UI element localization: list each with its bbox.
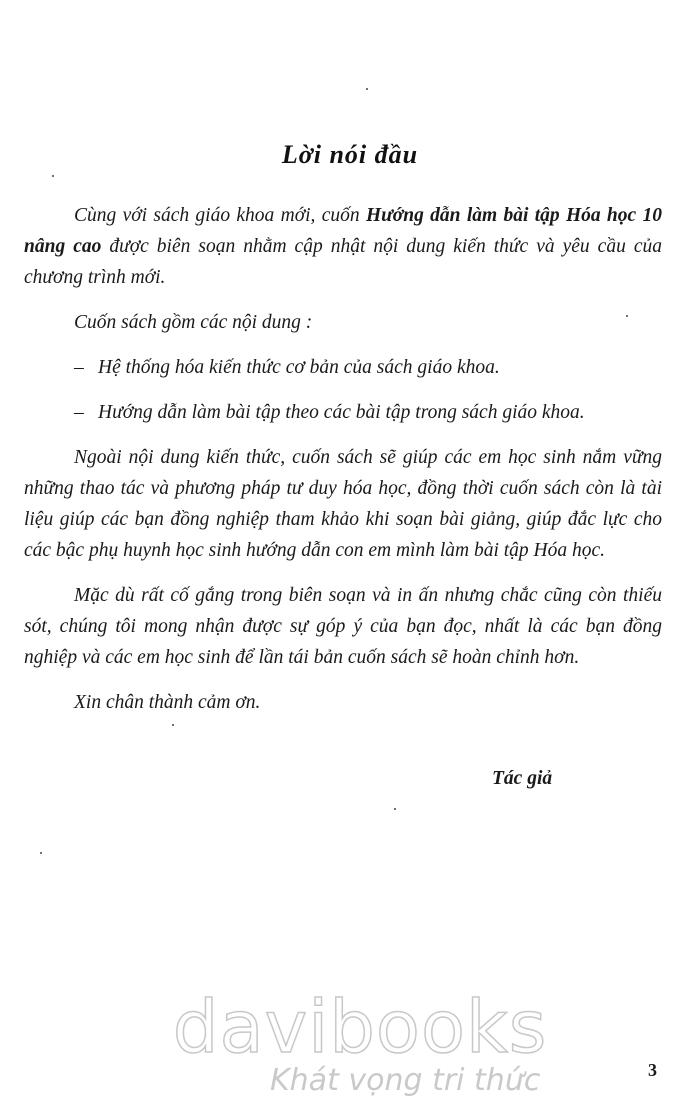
watermark-brand: davibooks — [172, 985, 548, 1069]
author-signature: Tác giả — [492, 768, 553, 789]
paragraph-intro — [24, 200, 662, 293]
print-speck — [366, 88, 368, 90]
paragraph-purpose: Ngoài nội dung kiến thức, cuốn sách sẽ giúp các em học sinh nắm vững những thao tác và phương pháp tư duy hóa học, đồng thời cuốn sách còn là tài liệu giúp các bạn đồng nghiệp tham khảo khi soạn bài giảng, giúp đắc lực cho các bậc phụ huynh học sinh hướng dẫn con em mình làm bài tập Hóa học. — [24, 447, 662, 561]
list-item-text: Hướng dẫn làm bài tập theo các bài tập trong sách giáo khoa. — [98, 402, 585, 423]
page-number: 3 — [648, 1060, 657, 1080]
preface-body — [24, 200, 662, 732]
print-speck — [172, 724, 174, 726]
paragraph-thanks: Xin chân thành cảm ơn. — [74, 692, 261, 713]
book-title-reference: Hướng dẫn làm bài tập Hóa học 10 nâng cao — [24, 205, 662, 257]
print-speck — [626, 315, 628, 317]
list-item-text: Hệ thống hóa kiến thức cơ bản của sách giáo khoa. — [98, 357, 500, 378]
print-speck — [394, 808, 396, 810]
print-speck — [40, 852, 42, 854]
watermark — [150, 985, 570, 1098]
paragraph-intro-lead: Cùng với sách giáo khoa mới, cuốn — [74, 205, 366, 226]
list-dash: – — [74, 402, 84, 423]
page-title: Lời nói đầu — [281, 140, 419, 169]
list-item — [24, 397, 662, 428]
list-item — [24, 352, 662, 383]
paragraph-feedback: Mặc dù rất cố gắng trong biên soạn và in ấn nhưng chắc cũng còn thiếu sót, chúng tôi mong nhận được sự góp ý của bạn đọc, nhất là các bạn đồng nghiệp và các em học sinh để lần tái bản cuốn sách sẽ hoàn chỉnh hơn. — [24, 585, 662, 668]
print-speck — [52, 175, 54, 177]
list-dash: – — [74, 357, 84, 378]
watermark-tagline: Khát vọng tri thức — [270, 1063, 541, 1098]
paragraph-intro-tail: được biên soạn nhằm cập nhật nội dung kiến thức và yêu cầu của chương trình mới. — [24, 236, 662, 288]
paragraph-contents-heading: Cuốn sách gồm các nội dung : — [74, 312, 313, 333]
